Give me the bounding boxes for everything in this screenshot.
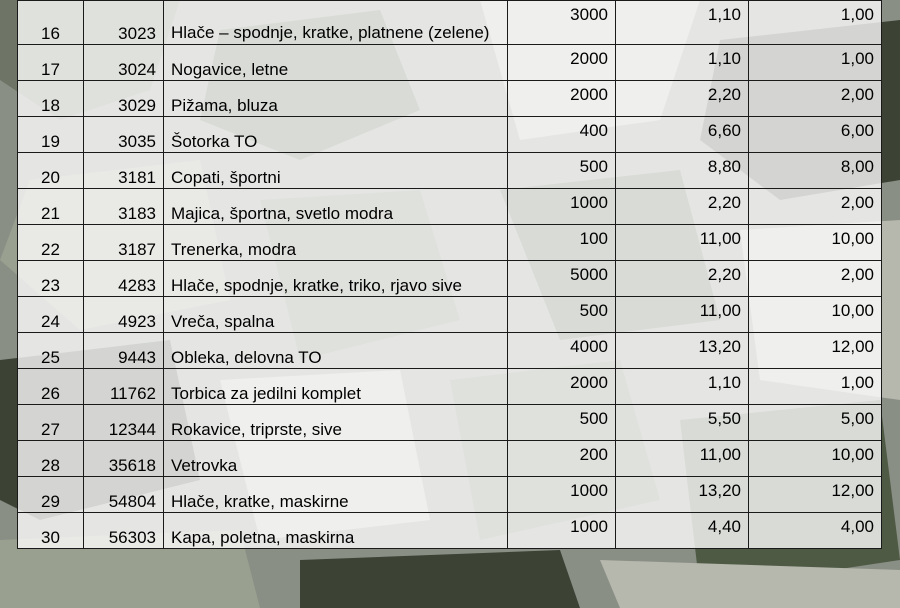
value-cell: 2,00	[749, 261, 882, 297]
price-cell: 13,20	[616, 333, 749, 369]
item-code-cell: 3187	[84, 225, 164, 261]
price-cell: 6,60	[616, 117, 749, 153]
row-number-cell: 27	[18, 405, 84, 441]
item-name-cell: Rokavice, triprste, sive	[164, 405, 508, 441]
item-code-cell: 35618	[84, 441, 164, 477]
item-name-cell: Copati, športni	[164, 153, 508, 189]
price-cell: 13,20	[616, 477, 749, 513]
table-row	[18, 297, 882, 333]
value-cell: 5,00	[749, 405, 882, 441]
price-cell: 2,20	[616, 261, 749, 297]
quantity-cell: 1000	[508, 189, 616, 225]
table-row	[18, 513, 882, 549]
value-cell: 10,00	[749, 225, 882, 261]
row-number-cell: 21	[18, 189, 84, 225]
item-code-cell: 3029	[84, 81, 164, 117]
item-name-cell: Hlače, spodnje, kratke, triko, rjavo sive	[164, 261, 508, 297]
row-number-cell: 25	[18, 333, 84, 369]
value-cell: 1,00	[749, 369, 882, 405]
row-number-cell: 30	[18, 513, 84, 549]
item-name-cell: Trenerka, modra	[164, 225, 508, 261]
table-row	[18, 441, 882, 477]
row-number-cell: 29	[18, 477, 84, 513]
quantity-cell: 500	[508, 405, 616, 441]
quantity-cell: 1000	[508, 513, 616, 549]
row-number-cell: 23	[18, 261, 84, 297]
item-code-cell: 3024	[84, 45, 164, 81]
row-number-cell: 17	[18, 45, 84, 81]
table-row	[18, 261, 882, 297]
item-name-cell: Obleka, delovna TO	[164, 333, 508, 369]
value-cell: 4,00	[749, 513, 882, 549]
item-name-cell: Nogavice, letne	[164, 45, 508, 81]
item-code-cell: 3183	[84, 189, 164, 225]
price-cell: 5,50	[616, 405, 749, 441]
price-cell: 1,10	[616, 369, 749, 405]
items-table-container	[17, 0, 881, 549]
table-row	[18, 405, 882, 441]
quantity-cell: 500	[508, 153, 616, 189]
value-cell: 6,00	[749, 117, 882, 153]
table-row	[18, 477, 882, 513]
price-cell: 1,10	[616, 45, 749, 81]
item-name-cell: Torbica za jedilni komplet	[164, 369, 508, 405]
quantity-cell: 5000	[508, 261, 616, 297]
quantity-cell: 200	[508, 441, 616, 477]
quantity-cell: 400	[508, 117, 616, 153]
table-row	[18, 1, 882, 45]
price-cell: 8,80	[616, 153, 749, 189]
row-number-cell: 19	[18, 117, 84, 153]
row-number-cell: 24	[18, 297, 84, 333]
quantity-cell: 1000	[508, 477, 616, 513]
item-code-cell: 54804	[84, 477, 164, 513]
item-name-cell: Šotorka TO	[164, 117, 508, 153]
quantity-cell: 3000	[508, 1, 616, 45]
value-cell: 1,00	[749, 1, 882, 45]
item-name-cell: Majica, športna, svetlo modra	[164, 189, 508, 225]
item-name-cell: Vreča, spalna	[164, 297, 508, 333]
row-number-cell: 28	[18, 441, 84, 477]
table-row	[18, 81, 882, 117]
item-code-cell: 3035	[84, 117, 164, 153]
table-row	[18, 117, 882, 153]
items-table	[17, 0, 882, 549]
table-row	[18, 45, 882, 81]
table-row	[18, 189, 882, 225]
price-cell: 11,00	[616, 225, 749, 261]
table-row	[18, 369, 882, 405]
row-number-cell: 22	[18, 225, 84, 261]
item-name-cell: Hlače – spodnje, kratke, platnene (zelene)	[164, 1, 508, 45]
row-number-cell: 16	[18, 1, 84, 45]
quantity-cell: 4000	[508, 333, 616, 369]
row-number-cell: 26	[18, 369, 84, 405]
item-code-cell: 9443	[84, 333, 164, 369]
price-cell: 11,00	[616, 441, 749, 477]
quantity-cell: 2000	[508, 369, 616, 405]
quantity-cell: 2000	[508, 45, 616, 81]
item-code-cell: 11762	[84, 369, 164, 405]
table-row	[18, 333, 882, 369]
item-name-cell: Kapa, poletna, maskirna	[164, 513, 508, 549]
price-cell: 2,20	[616, 189, 749, 225]
item-code-cell: 12344	[84, 405, 164, 441]
price-cell: 11,00	[616, 297, 749, 333]
item-code-cell: 4923	[84, 297, 164, 333]
item-name-cell: Hlače, kratke, maskirne	[164, 477, 508, 513]
price-cell: 2,20	[616, 81, 749, 117]
value-cell: 2,00	[749, 189, 882, 225]
row-number-cell: 20	[18, 153, 84, 189]
price-cell: 4,40	[616, 513, 749, 549]
item-code-cell: 3181	[84, 153, 164, 189]
item-code-cell: 3023	[84, 1, 164, 45]
value-cell: 12,00	[749, 333, 882, 369]
table-row	[18, 225, 882, 261]
item-code-cell: 56303	[84, 513, 164, 549]
value-cell: 10,00	[749, 297, 882, 333]
value-cell: 1,00	[749, 45, 882, 81]
value-cell: 12,00	[749, 477, 882, 513]
item-name-cell: Pižama, bluza	[164, 81, 508, 117]
value-cell: 8,00	[749, 153, 882, 189]
row-number-cell: 18	[18, 81, 84, 117]
value-cell: 2,00	[749, 81, 882, 117]
table-row	[18, 153, 882, 189]
quantity-cell: 2000	[508, 81, 616, 117]
value-cell: 10,00	[749, 441, 882, 477]
price-cell: 1,10	[616, 1, 749, 45]
item-code-cell: 4283	[84, 261, 164, 297]
quantity-cell: 100	[508, 225, 616, 261]
item-name-cell: Vetrovka	[164, 441, 508, 477]
quantity-cell: 500	[508, 297, 616, 333]
